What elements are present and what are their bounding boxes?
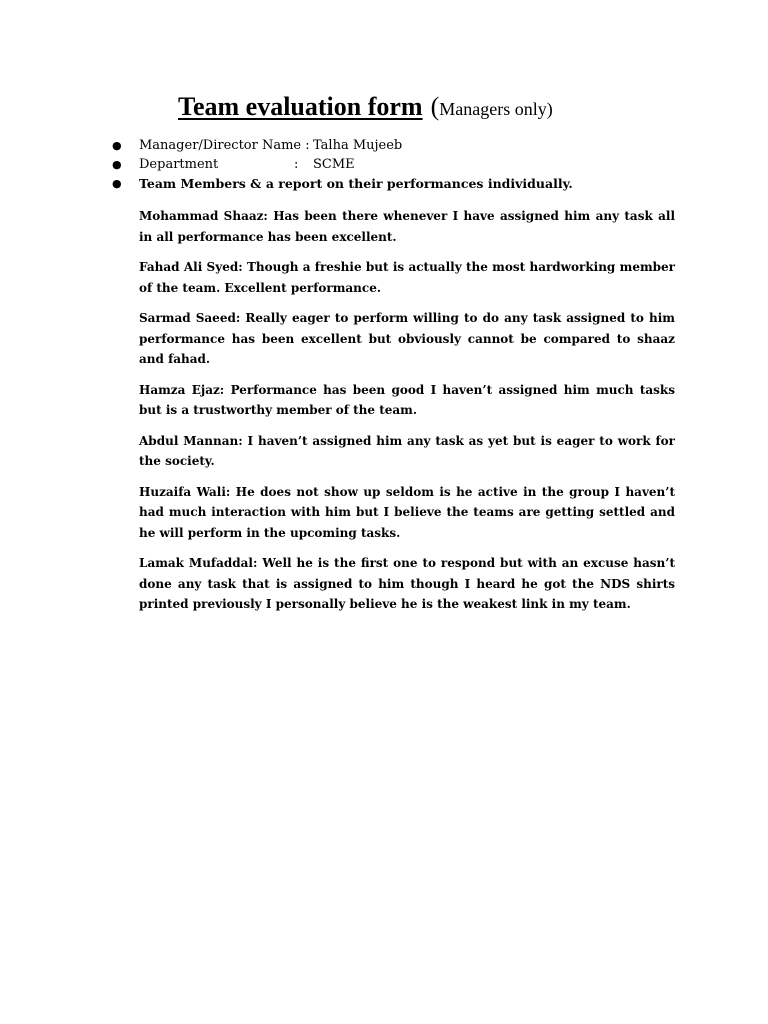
department-label: Department [139,157,219,172]
manager-value: Talha Mujeeb [313,138,403,153]
report-paragraph: Hamza Ejaz: Performance has been good I haven’t assigned him much tasks but is a trustworthy member of the team. [139,382,675,417]
report-paragraph: Huzaifa Wali: He does not show up seldom is he active in the group I haven’t had much interaction with him but I believe the teams are getting settled and he will perform in the upcoming tasks. [139,484,675,540]
report-paragraph: Fahad Ali Syed: Though a freshie but is actually the most hardworking member of the team. Excellent performance. [139,260,675,295]
bullet-icon: ● [112,158,122,171]
bullet-icon: ● [112,139,122,152]
report-paragraph: Mohammad Shaaz: Has been there whenever I have assigned him any task all in all performance has been excellent. [139,209,675,244]
team-members-heading: Team Members & a report on their performances individually. [139,176,573,191]
title-main: Team evaluation form [178,92,423,121]
department-value: SCME [313,157,355,172]
member-reports [139,206,675,625]
manager-label: Manager/Director Name : [139,138,310,153]
title-subtitle: Managers only) [439,99,553,119]
report-paragraph: Sarmad Saeed: Really eager to perform willing to do any task assigned to him performance has been excellent but obviously cannot be compared to shaaz and fahad. [139,311,675,366]
report-paragraph: Abdul Mannan: I haven’t assigned him any task as yet but is eager to work for the society. [139,433,675,468]
page-title [178,86,553,123]
bullet-icon: ● [112,177,122,190]
title-paren: ( [430,92,440,121]
report-paragraph: Lamak Mufaddal: Well he is the first one to respond but with an excuse hasn’t done any task that is assigned to him though I heard he got the NDS shirts printed previously I personally believe he is the weakest link in my team. [139,556,675,611]
department-colon: : [294,157,299,172]
